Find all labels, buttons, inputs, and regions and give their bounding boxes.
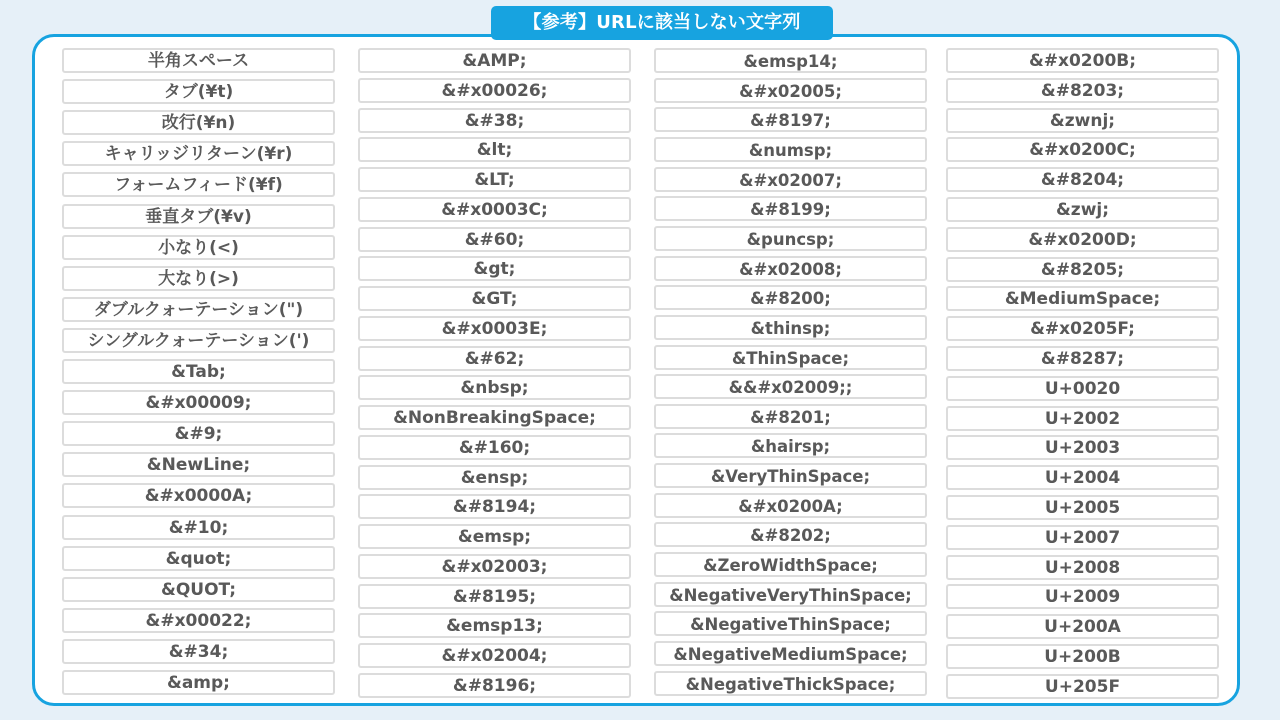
table-cell: &#x0200B; bbox=[946, 48, 1219, 73]
table-cell: &#8194; bbox=[358, 494, 631, 519]
table-cell: &#x02003; bbox=[358, 554, 631, 579]
table-cell: U+2007 bbox=[946, 525, 1219, 550]
table-cell: &#x0003C; bbox=[358, 197, 631, 222]
table-cell: &GT; bbox=[358, 286, 631, 311]
table-cell: U+2003 bbox=[946, 435, 1219, 460]
table-cell: 垂直タブ(¥v) bbox=[62, 204, 335, 229]
table-cell: &quot; bbox=[62, 546, 335, 571]
table-cell: &#34; bbox=[62, 639, 335, 664]
table-cell: U+2004 bbox=[946, 465, 1219, 490]
table-cell: &thinsp; bbox=[654, 315, 927, 340]
table-cell: U+205F bbox=[946, 674, 1219, 699]
table-cell: &#62; bbox=[358, 346, 631, 371]
table-cell: &MediumSpace; bbox=[946, 286, 1219, 311]
table-cell: &zwnj; bbox=[946, 108, 1219, 133]
table-cell: &#x02007; bbox=[654, 167, 927, 192]
table-cell: フォームフィード(¥f) bbox=[62, 172, 335, 197]
table-cell: &#x02008; bbox=[654, 256, 927, 281]
table-cell: &#8204; bbox=[946, 167, 1219, 192]
table-cell: &#8203; bbox=[946, 78, 1219, 103]
table-cell: U+2009 bbox=[946, 584, 1219, 609]
table-cell: &emsp13; bbox=[358, 613, 631, 638]
table-cell: &numsp; bbox=[654, 137, 927, 162]
table-cell: シングルクォーテーション(') bbox=[62, 328, 335, 353]
table-cell: &NegativeThinSpace; bbox=[654, 611, 927, 636]
table-cell: &#38; bbox=[358, 108, 631, 133]
table-cell: &AMP; bbox=[358, 48, 631, 73]
table-cell: タブ(¥t) bbox=[62, 79, 335, 104]
table-cell: &LT; bbox=[358, 167, 631, 192]
table-cell: &#8196; bbox=[358, 673, 631, 698]
table-cell: &puncsp; bbox=[654, 226, 927, 251]
table-cell: &&#x02009;; bbox=[654, 374, 927, 399]
table-cell: &Tab; bbox=[62, 359, 335, 384]
table-cell: &#x00022; bbox=[62, 608, 335, 633]
table-cell: &#8202; bbox=[654, 522, 927, 547]
table-cell: &emsp14; bbox=[654, 48, 927, 73]
table-cell: 大なり(>) bbox=[62, 266, 335, 291]
table-cell: &#8200; bbox=[654, 285, 927, 310]
table-cell: &gt; bbox=[358, 256, 631, 281]
table-cell: &ensp; bbox=[358, 465, 631, 490]
table-cell: &NonBreakingSpace; bbox=[358, 405, 631, 430]
table-cell: &#8201; bbox=[654, 404, 927, 429]
table-cell: &#8205; bbox=[946, 257, 1219, 282]
table-cell: &#x02005; bbox=[654, 78, 927, 103]
table-cell: &#8287; bbox=[946, 346, 1219, 371]
table-cell: &#x0205F; bbox=[946, 316, 1219, 341]
table-cell: &#8199; bbox=[654, 196, 927, 221]
table-cell: U+2002 bbox=[946, 406, 1219, 431]
table-cell: 小なり(<) bbox=[62, 235, 335, 260]
table-cell: 半角スペース bbox=[62, 48, 335, 73]
table-cell: &#x0003E; bbox=[358, 316, 631, 341]
table-cell: &NewLine; bbox=[62, 452, 335, 477]
table-cell: U+2008 bbox=[946, 555, 1219, 580]
table-cell: U+200A bbox=[946, 614, 1219, 639]
table-cell: &hairsp; bbox=[654, 433, 927, 458]
table-cell: &ThinSpace; bbox=[654, 345, 927, 370]
table-cell: &#x0200A; bbox=[654, 493, 927, 518]
table-cell: U+200B bbox=[946, 644, 1219, 669]
table-cell: キャリッジリターン(¥r) bbox=[62, 141, 335, 166]
table-cell: &#x00026; bbox=[358, 78, 631, 103]
table-cell: &NegativeThickSpace; bbox=[654, 671, 927, 696]
table-cell: &#160; bbox=[358, 435, 631, 460]
table-cell: &lt; bbox=[358, 137, 631, 162]
table-cell: &#x00009; bbox=[62, 390, 335, 415]
table-cell: &nbsp; bbox=[358, 375, 631, 400]
table-cell: &NegativeMediumSpace; bbox=[654, 641, 927, 666]
table-cell: &#x0200C; bbox=[946, 137, 1219, 162]
table-cell: &#x0200D; bbox=[946, 227, 1219, 252]
table-cell: &#x02004; bbox=[358, 643, 631, 668]
table-cell: ダブルクォーテーション(") bbox=[62, 297, 335, 322]
page-title: 【参考】URLに該当しない文字列 bbox=[491, 6, 833, 40]
table-cell: &zwj; bbox=[946, 197, 1219, 222]
table-cell: &#x0000A; bbox=[62, 483, 335, 508]
table-cell: &#60; bbox=[358, 227, 631, 252]
table-cell: &#9; bbox=[62, 421, 335, 446]
table-cell: &#10; bbox=[62, 515, 335, 540]
table-cell: &ZeroWidthSpace; bbox=[654, 552, 927, 577]
table-cell: &#8197; bbox=[654, 107, 927, 132]
table-cell: &emsp; bbox=[358, 524, 631, 549]
table-cell: 改行(¥n) bbox=[62, 110, 335, 135]
table-cell: U+0020 bbox=[946, 376, 1219, 401]
table-cell: &NegativeVeryThinSpace; bbox=[654, 582, 927, 607]
table-cell: &#8195; bbox=[358, 584, 631, 609]
table-cell: &VeryThinSpace; bbox=[654, 463, 927, 488]
table-cell: &QUOT; bbox=[62, 577, 335, 602]
table-cell: U+2005 bbox=[946, 495, 1219, 520]
table-cell: &amp; bbox=[62, 670, 335, 695]
